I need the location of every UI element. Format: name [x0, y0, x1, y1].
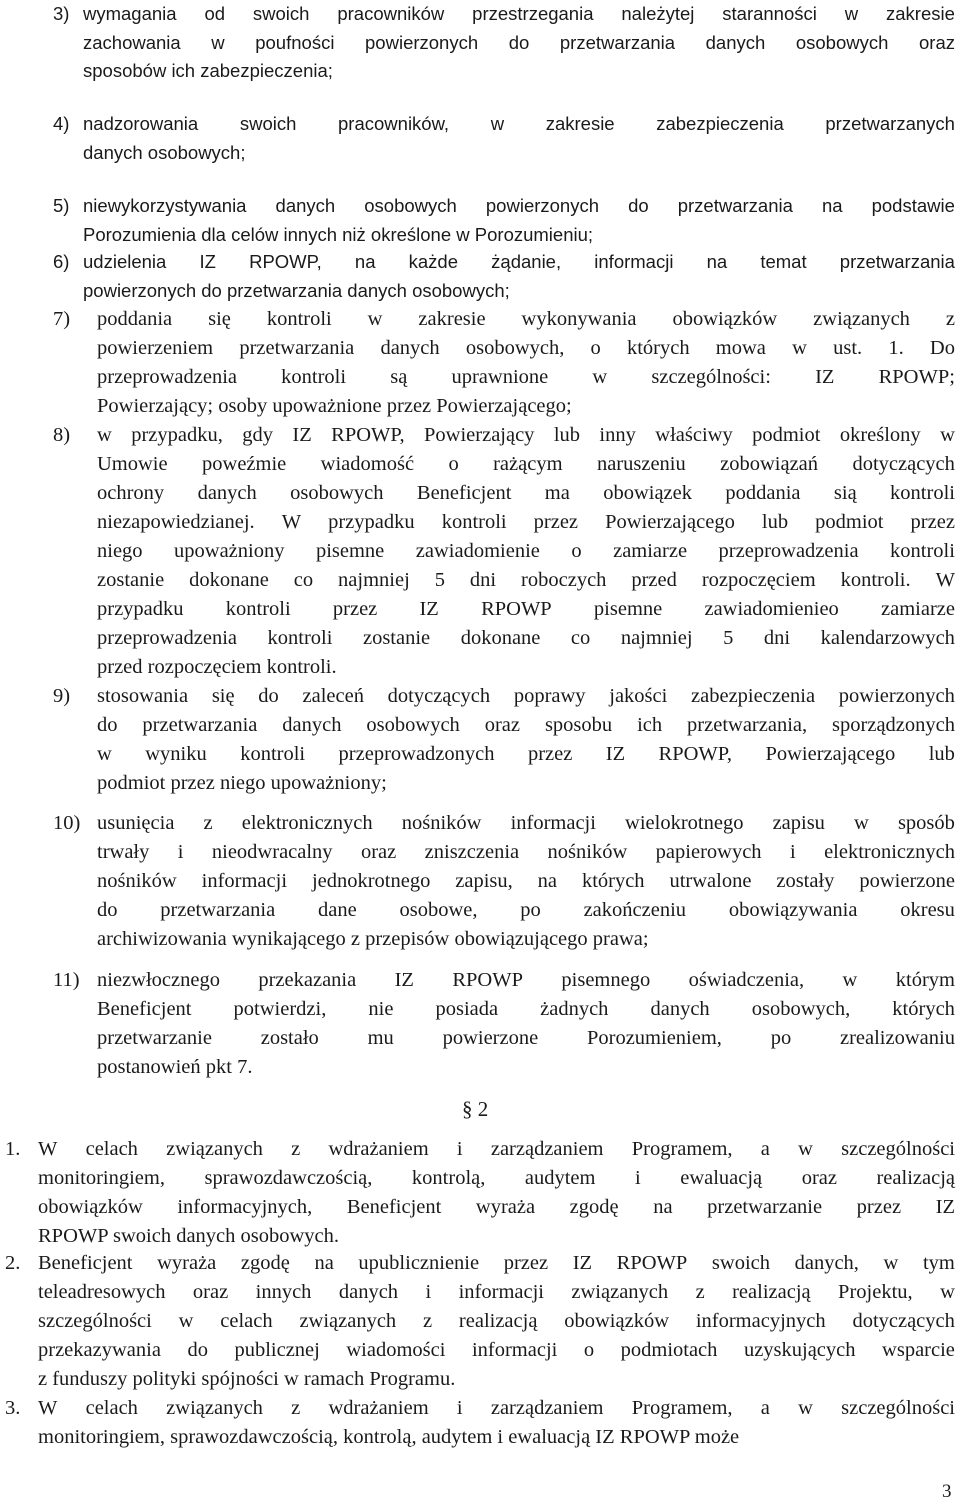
list-item-number: 10): [53, 812, 81, 834]
list-item-line: danych osobowych;: [83, 141, 246, 163]
list-item-line: przekazywania do publicznej wiadomości informacji o podmiotach uzyskujących wsparcie: [38, 1339, 955, 1361]
list-item-number: 3): [53, 3, 70, 24]
list-item-number: 8): [53, 424, 71, 446]
section-heading: § 2: [462, 1097, 489, 1121]
list-item-line: usunięcia z elektronicznych nośników informacji wielokrotnego zapisu w sposób: [97, 812, 955, 834]
list-item-line: RPOWP swoich danych osobowych.: [38, 1225, 340, 1247]
list-item-line: do przetwarzania dane osobowe, po zakończeniu obowiązywania okresu: [97, 899, 955, 921]
list-item-line: niezapowiedzianej. W przypadku kontroli przez Powierzającego lub podmiot przez: [97, 511, 955, 533]
list-item-line: Beneficjent wyraża zgodę na upublicznienie przez IZ RPOWP swoich danych, w tym: [38, 1252, 955, 1274]
list-item-number: 3.: [5, 1397, 21, 1419]
list-item-line: poddania się kontroli w zakresie wykonywania obowiązków związanych z: [97, 308, 955, 330]
list-item-line: przeprowadzenia kontroli są uprawnione w szczególności: IZ RPOWP;: [97, 366, 955, 388]
list-item-line: udzielenia IZ RPOWP, na każde żądanie, informacji na temat przetwarzania: [83, 251, 955, 272]
list-item-line: szczególności w celach związanych z realizacją obowiązków informacyjnych dotyczących: [38, 1310, 955, 1332]
list-item-line: przypadku kontroli przez IZ RPOWP pisemne zawiadomienieo zamiarze: [97, 598, 955, 620]
list-item-number: 11): [53, 969, 80, 991]
list-item-line: archiwizowania wynikającego z przepisów obowiązującego prawa;: [97, 928, 649, 950]
list-item-line: w przypadku, gdy IZ RPOWP, Powierzający lub inny właściwy podmiot określony w: [97, 424, 955, 446]
list-item-line: zachowania w poufności powierzonych do przetwarzania danych osobowych oraz: [83, 31, 955, 53]
list-item-line: wymagania od swoich pracowników przestrzegania należytej staranności w zakresie: [83, 3, 955, 24]
list-item-line: trwały i nieodwracalny oraz zniszczenia nośników papierowych i elektronicznych: [97, 841, 955, 863]
list-item-line: monitoringiem, sprawozdawczością, kontrolą, audytem i ewaluacją IZ RPOWP może: [38, 1426, 740, 1448]
list-item-line: W celach związanych z wdrażaniem i zarządzaniem Programem, a w szczególności: [38, 1138, 955, 1160]
list-item-number: 5): [53, 195, 70, 216]
list-item-number: 1.: [5, 1138, 21, 1160]
list-item-line: Umowie poweźmie wiadomość o rażącym naruszeniu zobowiązań dotyczących: [97, 453, 955, 475]
list-item-line: obowiązków informacyjnych, Beneficjent wyraża zgodę na przetwarzanie przez IZ: [38, 1196, 955, 1218]
list-item-line: ochrony danych osobowych Beneficjent ma obowiązek poddania sią kontroli: [97, 482, 955, 504]
list-item-line: niego upoważniony pisemne zawiadomienie o zamiarze przeprowadzenia kontroli: [97, 540, 955, 562]
list-item-line: nośników informacji jednokrotnego zapisu, na których utrwalone zostały powierzone: [97, 870, 955, 892]
list-item-line: powierzeniem przetwarzania danych osobowych, o których mowa w ust. 1. Do: [97, 337, 955, 359]
list-item-line: sposobów ich zabezpieczenia;: [83, 60, 333, 81]
list-item-line: powierzonych do przetwarzania danych osobowych;: [83, 279, 510, 301]
list-item-number: 6): [53, 251, 70, 272]
list-item-number: 4): [53, 113, 70, 134]
list-item-line: niewykorzystywania danych osobowych powierzonych do przetwarzania na podstawie: [83, 195, 955, 216]
list-item-line: nadzorowania swoich pracowników, w zakresie zabezpieczenia przetwarzanych: [83, 113, 955, 134]
list-item-line: przeprowadzenia kontroli zostanie dokonane co najmniej 5 dni kalendarzowych: [97, 627, 955, 649]
list-item-line: Beneficjent potwierdzi, nie posiada żadnych danych osobowych, których: [97, 998, 955, 1020]
list-item-line: postanowień pkt 7.: [97, 1056, 253, 1078]
list-item-line: przetwarzanie zostało mu powierzone Porozumieniem, po zrealizowaniu: [97, 1027, 955, 1049]
list-item-number: 7): [53, 308, 71, 330]
list-item-line: W celach związanych z wdrażaniem i zarządzaniem Programem, a w szczególności: [38, 1397, 955, 1419]
list-item-line: Powierzający; osoby upoważnione przez Powierzającego;: [97, 395, 572, 417]
list-item-line: Porozumienia dla celów innych niż określone w Porozumieniu;: [83, 223, 594, 245]
list-item-line: teleadresowych oraz innych danych i informacji związanych z realizacją Projektu, w: [38, 1281, 955, 1303]
list-item-line: stosowania się do zaleceń dotyczących poprawy jakości zabezpieczenia powierzonych: [97, 685, 955, 707]
page-number: 3: [942, 1481, 952, 1502]
list-item-line: w wyniku kontroli przeprowadzonych przez IZ RPOWP, Powierzającego lub: [97, 743, 955, 765]
list-item-number: 9): [53, 685, 71, 707]
list-item-line: niezwłocznego przekazania IZ RPOWP pisemnego oświadczenia, w którym: [97, 969, 955, 991]
list-item-line: podmiot przez niego upoważniony;: [97, 772, 387, 794]
list-item-line: zostanie dokonane co najmniej 5 dni roboczych przed rozpoczęciem kontroli. W: [97, 569, 955, 591]
list-item-line: z funduszy polityki spójności w ramach Programu.: [38, 1368, 456, 1390]
list-item-number: 2.: [5, 1252, 21, 1274]
list-item-line: do przetwarzania danych osobowych oraz sposobu ich przetwarzania, sporządzonych: [97, 714, 955, 736]
list-item-line: monitoringiem, sprawozdawczością, kontrolą, audytem i ewaluacją oraz realizacją: [38, 1167, 955, 1189]
list-item-line: przed rozpoczęciem kontroli.: [97, 656, 337, 678]
